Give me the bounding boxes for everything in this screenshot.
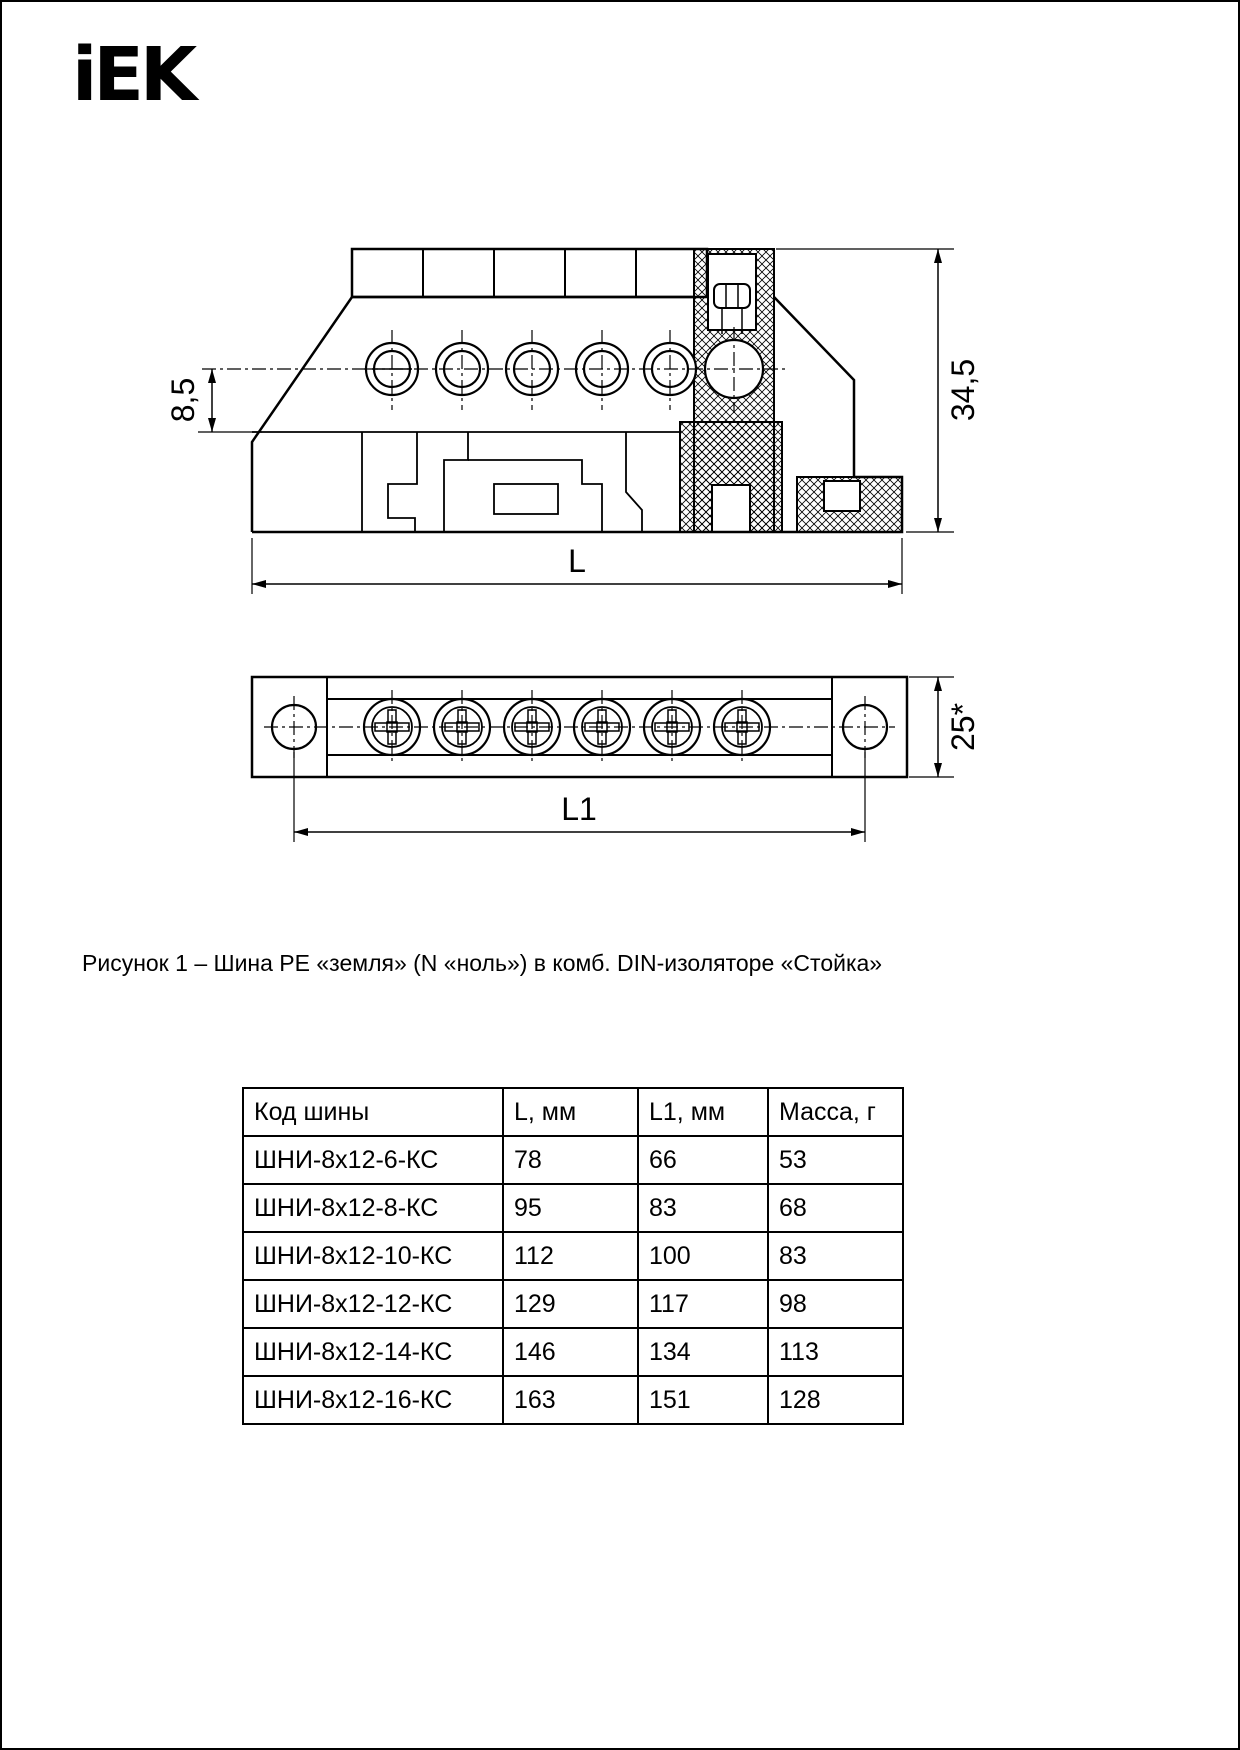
cell-l1: 117 xyxy=(638,1280,768,1328)
table-row xyxy=(243,1184,903,1232)
cell-l1: 134 xyxy=(638,1328,768,1376)
table-row xyxy=(243,1232,903,1280)
terminal-blocks xyxy=(352,249,707,297)
cell-l: 146 xyxy=(503,1328,638,1376)
cell-l1: 83 xyxy=(638,1184,768,1232)
col-header-l1: L1, мм xyxy=(638,1088,768,1136)
table-row xyxy=(243,1328,903,1376)
cell-mass: 83 xyxy=(768,1232,903,1280)
table-row xyxy=(243,1280,903,1328)
din-clip xyxy=(388,432,642,532)
dim-label-holes-span: L1 xyxy=(561,791,597,827)
spec-table xyxy=(242,1087,904,1425)
cell-l1: 66 xyxy=(638,1136,768,1184)
col-header-code: Код шины xyxy=(243,1088,503,1136)
cell-l1: 151 xyxy=(638,1376,768,1424)
table-header-row xyxy=(243,1088,903,1136)
dim-label-total-height: 34,5 xyxy=(945,358,981,422)
dim-label-width: 25* xyxy=(945,702,981,752)
side-view xyxy=(252,249,902,532)
top-view xyxy=(252,677,907,777)
cell-mass: 68 xyxy=(768,1184,903,1232)
col-header-mass: Масса, г xyxy=(768,1088,903,1136)
figure-caption: Рисунок 1 – Шина PE «земля» (N «ноль») в комб. DIN-изоляторе «Стойка» xyxy=(82,950,883,976)
cell-code: ШНИ-8х12-16-КС xyxy=(243,1376,503,1424)
dim-label-length: L xyxy=(568,543,586,579)
cell-code: ШНИ-8х12-6-КС xyxy=(243,1136,503,1184)
dim-label-hole-offset: 8,5 xyxy=(165,377,201,423)
cell-mass: 53 xyxy=(768,1136,903,1184)
cell-code: ШНИ-8х12-8-КС xyxy=(243,1184,503,1232)
cell-mass: 128 xyxy=(768,1376,903,1424)
table-row xyxy=(243,1376,903,1424)
body-outline-left xyxy=(252,297,694,532)
table-row xyxy=(243,1136,903,1184)
cell-code: ШНИ-8х12-10-КС xyxy=(243,1232,503,1280)
col-header-l: L, мм xyxy=(503,1088,638,1136)
cell-l: 163 xyxy=(503,1376,638,1424)
cell-mass: 113 xyxy=(768,1328,903,1376)
cell-l: 112 xyxy=(503,1232,638,1280)
cell-l: 78 xyxy=(503,1136,638,1184)
cell-l: 95 xyxy=(503,1184,638,1232)
cell-l1: 100 xyxy=(638,1232,768,1280)
cell-code: ШНИ-8х12-12-КС xyxy=(243,1280,503,1328)
cell-mass: 98 xyxy=(768,1280,903,1328)
iek-logo: iEK xyxy=(72,32,194,118)
cell-l: 129 xyxy=(503,1280,638,1328)
technical-drawing xyxy=(82,192,1082,892)
cell-code: ШНИ-8х12-14-КС xyxy=(243,1328,503,1376)
